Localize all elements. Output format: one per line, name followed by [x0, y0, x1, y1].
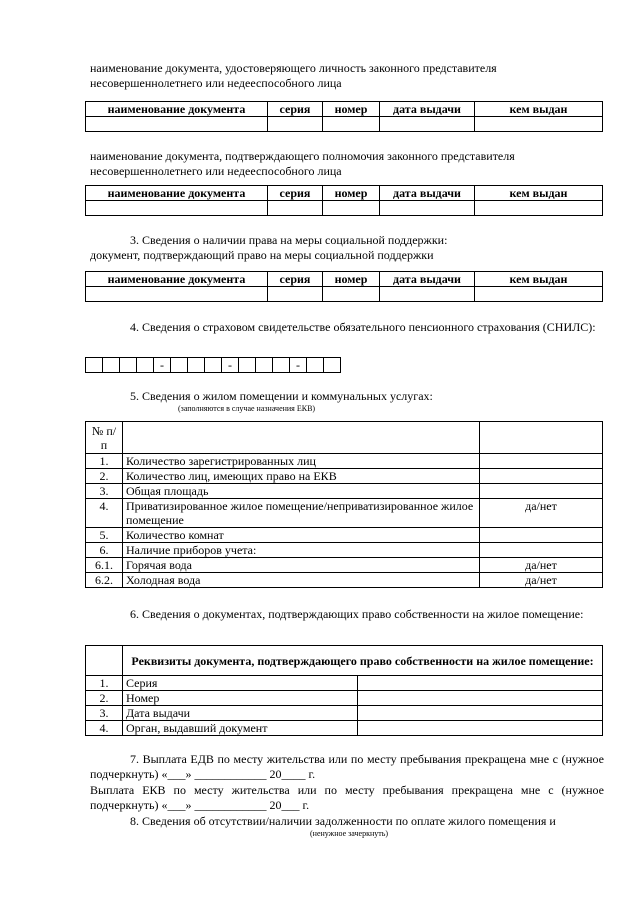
row-value[interactable] — [480, 484, 603, 499]
row-label: Горячая вода — [123, 558, 480, 573]
row-number: 2. — [86, 691, 123, 706]
row-label: Номер — [123, 691, 358, 706]
cell[interactable] — [268, 201, 323, 216]
row-value[interactable] — [358, 721, 603, 736]
row-value[interactable] — [480, 469, 603, 484]
row-label: Серия — [123, 676, 358, 691]
row-value[interactable] — [358, 676, 603, 691]
snils-cell[interactable] — [86, 358, 103, 373]
row-number: 4. — [86, 499, 123, 528]
row-value[interactable]: да/нет — [480, 573, 603, 588]
snils-cell[interactable] — [239, 358, 256, 373]
cell[interactable] — [268, 287, 323, 302]
legal-rep-id-caption: наименование документа, удостоверяющего личность законного представителя несовершеннолетнего или недееспособного лица — [90, 61, 497, 90]
row-label: Общая площадь — [123, 484, 480, 499]
snils-cell[interactable] — [103, 358, 120, 373]
col-issue-date: дата выдачи — [380, 102, 475, 117]
snils-cell[interactable] — [120, 358, 137, 373]
row-number: 5. — [86, 528, 123, 543]
row-number: 3. — [86, 706, 123, 721]
col-issue-date: дата выдачи — [380, 186, 475, 201]
cell[interactable] — [380, 117, 475, 132]
num-header: № п/п — [86, 422, 123, 454]
section-7-ekv: Выплата ЕКВ по месту жительства или по месту пребывания прекращена мне с (нужное подчеркнуть) «___» ____________ 20___ г. — [90, 783, 604, 812]
row-label: Наличие приборов учета: — [123, 543, 480, 558]
section-5-note: (заполняются в случае назначения ЕКВ) — [178, 404, 316, 413]
row-value[interactable] — [480, 528, 603, 543]
col-doc-name: наименование документа — [86, 272, 268, 287]
snils-separator: - — [290, 358, 307, 373]
cell[interactable] — [323, 117, 380, 132]
housing-info-table — [85, 421, 603, 588]
row-number: 6. — [86, 543, 123, 558]
section-7-edv: 7. Выплата ЕДВ по месту жительства или по месту пребывания прекращена мне с (нужное подчеркнуть) «___» ____________ 20____ г. — [90, 752, 604, 781]
snils-input-grid — [85, 357, 341, 373]
snils-separator: - — [154, 358, 171, 373]
col-number: номер — [323, 186, 380, 201]
col-series: серия — [268, 186, 323, 201]
header-empty — [480, 422, 603, 454]
cell[interactable] — [475, 287, 603, 302]
row-value[interactable] — [480, 454, 603, 469]
col-number: номер — [323, 272, 380, 287]
ownership-table-header: Реквизиты документа, подтверждающего право собственности на жилое помещение: — [123, 646, 603, 676]
snils-cell[interactable] — [273, 358, 290, 373]
snils-cell[interactable] — [307, 358, 324, 373]
row-label: Количество зарегистрированных лиц — [123, 454, 480, 469]
row-number: 1. — [86, 676, 123, 691]
cell[interactable] — [380, 287, 475, 302]
cell[interactable] — [86, 201, 268, 216]
row-number: 6.2. — [86, 573, 123, 588]
col-series: серия — [268, 102, 323, 117]
social-support-doc-table — [85, 271, 603, 302]
row-label: Дата выдачи — [123, 706, 358, 721]
row-label: Приватизированное жилое помещение/неприватизированное жилое помещение — [123, 499, 480, 528]
cell[interactable] — [323, 287, 380, 302]
cell[interactable] — [86, 117, 268, 132]
row-label: Орган, выдавший документ — [123, 721, 358, 736]
row-value[interactable] — [358, 706, 603, 721]
section-8-title: 8. Сведения об отсутствии/наличии задолженности по оплате жилого помещения и — [130, 814, 556, 828]
header-empty — [123, 422, 480, 454]
col-number: номер — [323, 102, 380, 117]
cell[interactable] — [323, 201, 380, 216]
section-4-title: 4. Сведения о страховом свидетельстве обязательного пенсионного страхования (СНИЛС): — [130, 320, 596, 334]
row-value[interactable]: да/нет — [480, 558, 603, 573]
row-label: Холодная вода — [123, 573, 480, 588]
header-empty — [86, 646, 123, 676]
snils-cell[interactable] — [205, 358, 222, 373]
row-value[interactable]: да/нет — [480, 499, 603, 528]
ownership-doc-table — [85, 645, 603, 736]
snils-cell[interactable] — [324, 358, 341, 373]
snils-separator: - — [222, 358, 239, 373]
legal-rep-authority-table — [85, 185, 603, 216]
cell[interactable] — [86, 287, 268, 302]
cell[interactable] — [475, 117, 603, 132]
row-label: Количество лиц, имеющих право на ЕКВ — [123, 469, 480, 484]
col-doc-name: наименование документа — [86, 186, 268, 201]
col-issue-date: дата выдачи — [380, 272, 475, 287]
row-number: 3. — [86, 484, 123, 499]
col-issued-by: кем выдан — [475, 272, 603, 287]
section-8-note: (ненужное зачеркнуть) — [310, 829, 389, 838]
row-number: 4. — [86, 721, 123, 736]
col-issued-by: кем выдан — [475, 102, 603, 117]
row-number: 2. — [86, 469, 123, 484]
snils-cell[interactable] — [256, 358, 273, 373]
row-label: Количество комнат — [123, 528, 480, 543]
legal-rep-id-table — [85, 101, 603, 132]
row-value[interactable] — [358, 691, 603, 706]
row-number: 6.1. — [86, 558, 123, 573]
section-6-title: 6. Сведения о документах, подтверждающих право собственности на жилое помещение: — [130, 607, 584, 621]
cell[interactable] — [475, 201, 603, 216]
section-5-title: 5. Сведения о жилом помещении и коммунальных услугах: — [130, 389, 433, 403]
col-series: серия — [268, 272, 323, 287]
col-issued-by: кем выдан — [475, 186, 603, 201]
cell[interactable] — [380, 201, 475, 216]
snils-cell[interactable] — [137, 358, 154, 373]
legal-rep-authority-caption: наименование документа, подтверждающего полномочия законного представителя несовершеннолетнего или недееспособного лица — [90, 149, 515, 178]
row-value[interactable] — [480, 543, 603, 558]
snils-cell[interactable] — [171, 358, 188, 373]
section-3-title: 3. Сведения о наличии права на меры социальной поддержки: — [130, 233, 448, 247]
row-number: 1. — [86, 454, 123, 469]
cell[interactable] — [268, 117, 323, 132]
snils-cell[interactable] — [188, 358, 205, 373]
section-3-subtitle: документ, подтверждающий право на меры социальной поддержки — [90, 248, 434, 262]
col-doc-name: наименование документа — [86, 102, 268, 117]
